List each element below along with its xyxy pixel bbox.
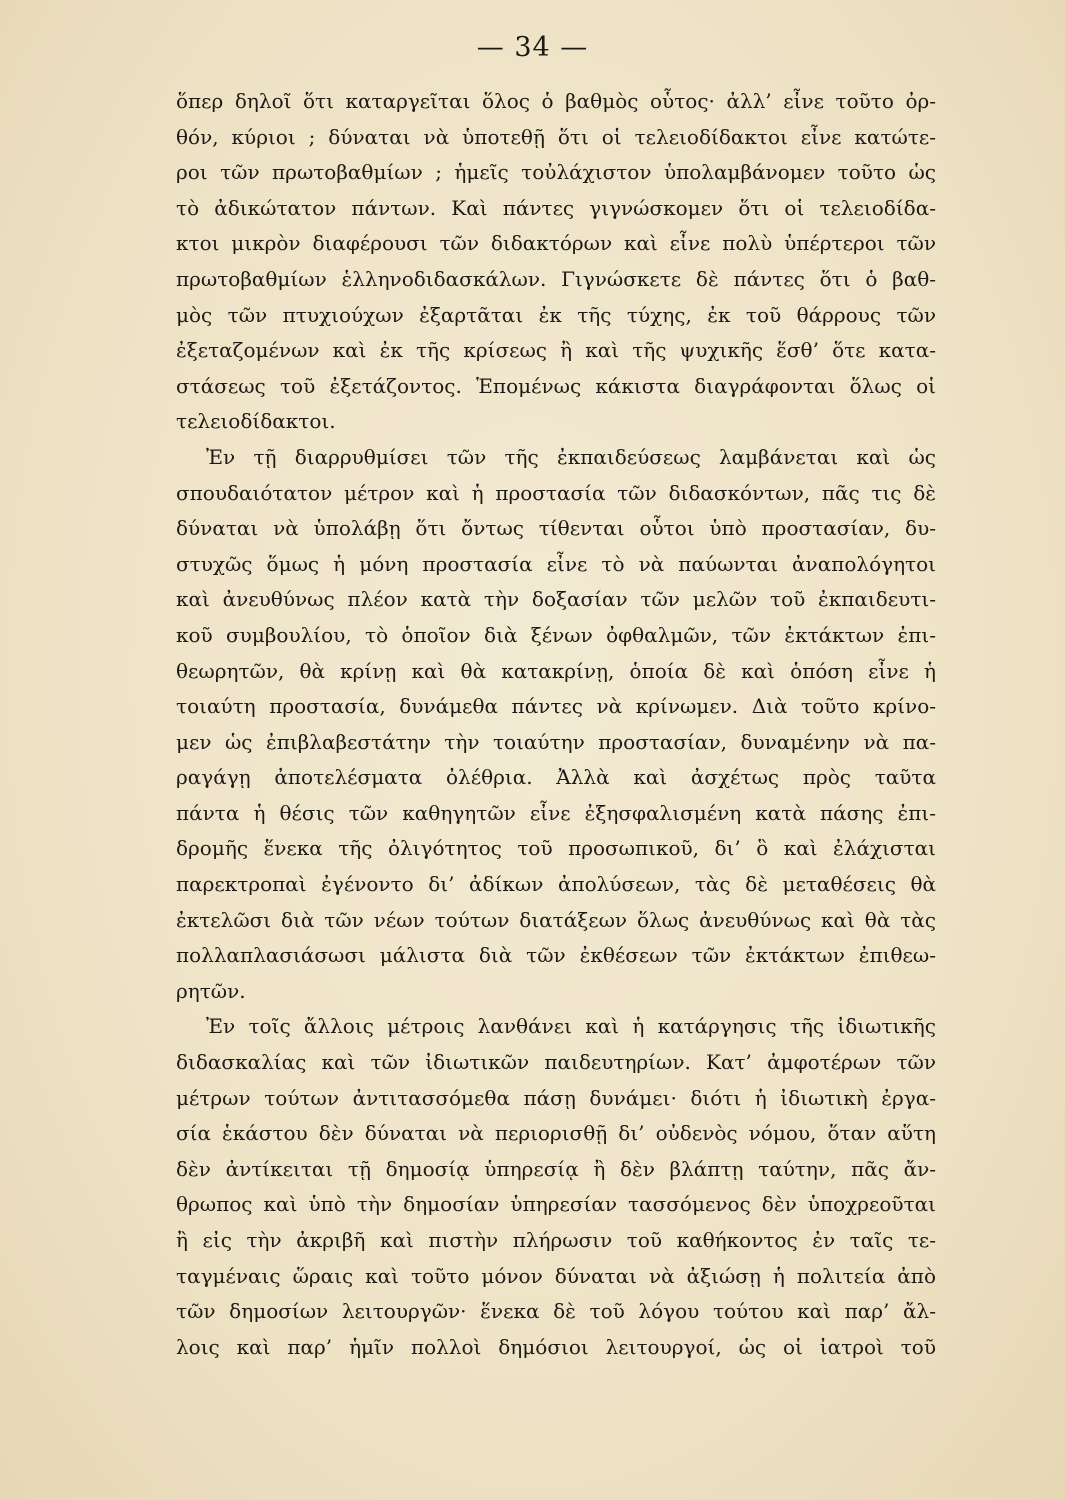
text-line: μέτρων τούτων ἀντιτασσόμεθα πάσῃ δυνάμει· διότι ἡ ἰδιωτικὴ ἐργα-: [176, 1085, 936, 1110]
text-line: μὸς τῶν πτυχιούχων ἐξαρτᾶται ἐκ τῆς τύχης, ἐκ τοῦ θάρρους τῶν: [176, 302, 936, 327]
text-line: ἢ εἰς τὴν ἀκριβῆ καὶ πιστὴν πλήρωσιν τοῦ καθήκοντος ἐν ταῖς τε-: [176, 1228, 936, 1252]
text-line: πολλαπλασιάσωσι μάλιστα διὰ τῶν ἐκθέσεων τῶν ἐκτάκτων ἐπιθεω-: [176, 943, 936, 968]
text-line: δύναται νὰ ὑπολάβῃ ὅτι ὄντως τίθενται οὗτοι ὑπὸ προστασίαν, δυ-: [176, 516, 936, 541]
text-line: κτοι μικρὸν διαφέρουσι τῶν διδακτόρων καὶ εἶνε πολὺ ὑπέρτεροι τῶν: [176, 231, 936, 256]
text-line: ἐξεταζομένων καὶ ἐκ τῆς κρίσεως ἢ καὶ τῆς ψυχικῆς ἕσθ’ ὅτε κατα-: [176, 338, 936, 363]
text-line: λοις καὶ παρ’ ἡμῖν πολλοὶ δημόσιοι λειτουργοί, ὡς οἱ ἰατροὶ τοῦ: [176, 1334, 936, 1359]
text-line: Ἐν τῇ διαρρυθμίσει τῶν τῆς ἐκπαιδεύσεως λαμβάνεται καὶ ὡς: [206, 444, 936, 469]
text-line: δρομῆς ἕνεκα τῆς ὀλιγότητος τοῦ προσωπικοῦ, δι’ ὃ καὶ ἐλάχισται: [176, 836, 936, 861]
text-line: ροι τῶν πρωτοβαθμίων ; ἡμεῖς τοὐλάχιστον ὑπολαμβάνομεν τοῦτο ὡς: [176, 160, 936, 185]
page-number: — 34 —: [476, 32, 589, 63]
text-line: σία ἑκάστου δὲν δύναται νὰ περιορισθῇ δι’ οὐδενὸς νόμου, ὅταν αὕτη: [176, 1121, 936, 1146]
text-line: ρητῶν.: [176, 978, 246, 1003]
text-line: τῶν δημοσίων λειτουργῶν· ἕνεκα δὲ τοῦ λόγου τούτου καὶ παρ’ ἄλ-: [176, 1299, 936, 1324]
text-line: τοιαύτη προστασία, δυνάμεθα πάντες νὰ κρίνωμεν. Διὰ τοῦτο κρίνο-: [176, 694, 936, 719]
text-line: στάσεως τοῦ ἐξετάζοντος. Ἑπομένως κάκιστα διαγράφονται ὅλως οἱ: [176, 373, 936, 398]
text-line: παρεκτροπαὶ ἐγένοντο δι’ ἀδίκων ἀπολύσεων, τὰς δὲ μεταθέσεις θὰ: [176, 872, 936, 897]
text-line: τὸ ἀδικώτατον πάντων. Καὶ πάντες γιγνώσκομεν ὅτι οἱ τελειοδίδα-: [176, 195, 936, 220]
text-line: Ἐν τοῖς ἄλλοις μέτροις λανθάνει καὶ ἡ κατάργησις τῆς ἰδιωτικῆς: [206, 1014, 936, 1039]
text-line: πρωτοβαθμίων ἑλληνοδιδασκάλων. Γιγνώσκετε δὲ πάντες ὅτι ὁ βαθ-: [176, 266, 936, 291]
text-line: σπουδαιότατον μέτρον καὶ ἡ προστασία τῶν διδασκόντων, πᾶς τις δὲ: [176, 480, 936, 505]
text-line: ὅπερ δηλοῖ ὅτι καταργεῖται ὅλος ὁ βαθμὸς οὗτος· ἀλλ’ εἶνε τοῦτο ὀρ-: [176, 89, 936, 113]
text-line: θεωρητῶν, θὰ κρίνῃ καὶ θὰ κατακρίνῃ, ὁποία δὲ καὶ ὁπόση εἶνε ἡ: [176, 658, 936, 683]
text-line: καὶ ἀνευθύνως πλέον κατὰ τὴν δοξασίαν τῶν μελῶν τοῦ ἐκπαιδευτι-: [176, 587, 936, 612]
text-line: ραγάγῃ ἀποτελέσματα ὀλέθρια. Ἀλλὰ καὶ ἀσχέτως πρὸς ταῦτα: [176, 765, 936, 790]
text-line: θόν, κύριοι ; δύναται νὰ ὑποτεθῇ ὅτι οἱ τελειοδίδακτοι εἶνε κατώτε-: [176, 124, 936, 149]
text-line: στυχῶς ὅμως ἡ μόνη προστασία εἶνε τὸ νὰ παύωνται ἀναπολόγητοι: [176, 551, 936, 576]
text-line: μεν ὡς ἐπιβλαβεστάτην τὴν τοιαύτην προστασίαν, δυναμένην νὰ πα-: [176, 729, 936, 754]
text-line: δὲν ἀντίκειται τῇ δημοσίᾳ ὑπηρεσίᾳ ἢ δὲν βλάπτῃ ταύτην, πᾶς ἄν-: [176, 1156, 936, 1181]
text-line: πάντα ἡ θέσις τῶν καθηγητῶν εἶνε ἐξησφαλισμένη κατὰ πάσης ἐπι-: [176, 800, 936, 825]
text-line: διδασκαλίας καὶ τῶν ἰδιωτικῶν παιδευτηρίων. Κατ’ ἀμφοτέρων τῶν: [176, 1050, 936, 1075]
body-text: [176, 84, 936, 1365]
text-line: ἐκτελῶσι διὰ τῶν νέων τούτων διατάξεων ὅλως ἀνευθύνως καὶ θὰ τὰς: [176, 907, 936, 932]
text-line: θρωπος καὶ ὑπὸ τὴν δημοσίαν ὑπηρεσίαν τασσόμενος δὲν ὑποχρεοῦται: [176, 1192, 936, 1217]
text-line: ταγμέναις ὥραις καὶ τοῦτο μόνον δύναται νὰ ἀξιώσῃ ἡ πολιτεία ἀπὸ: [176, 1263, 936, 1288]
text-line: τελειοδίδακτοι.: [176, 409, 336, 434]
text-line: κοῦ συμβουλίου, τὸ ὁποῖον διὰ ξένων ὀφθαλμῶν, τῶν ἐκτάκτων ἐπι-: [176, 622, 936, 647]
